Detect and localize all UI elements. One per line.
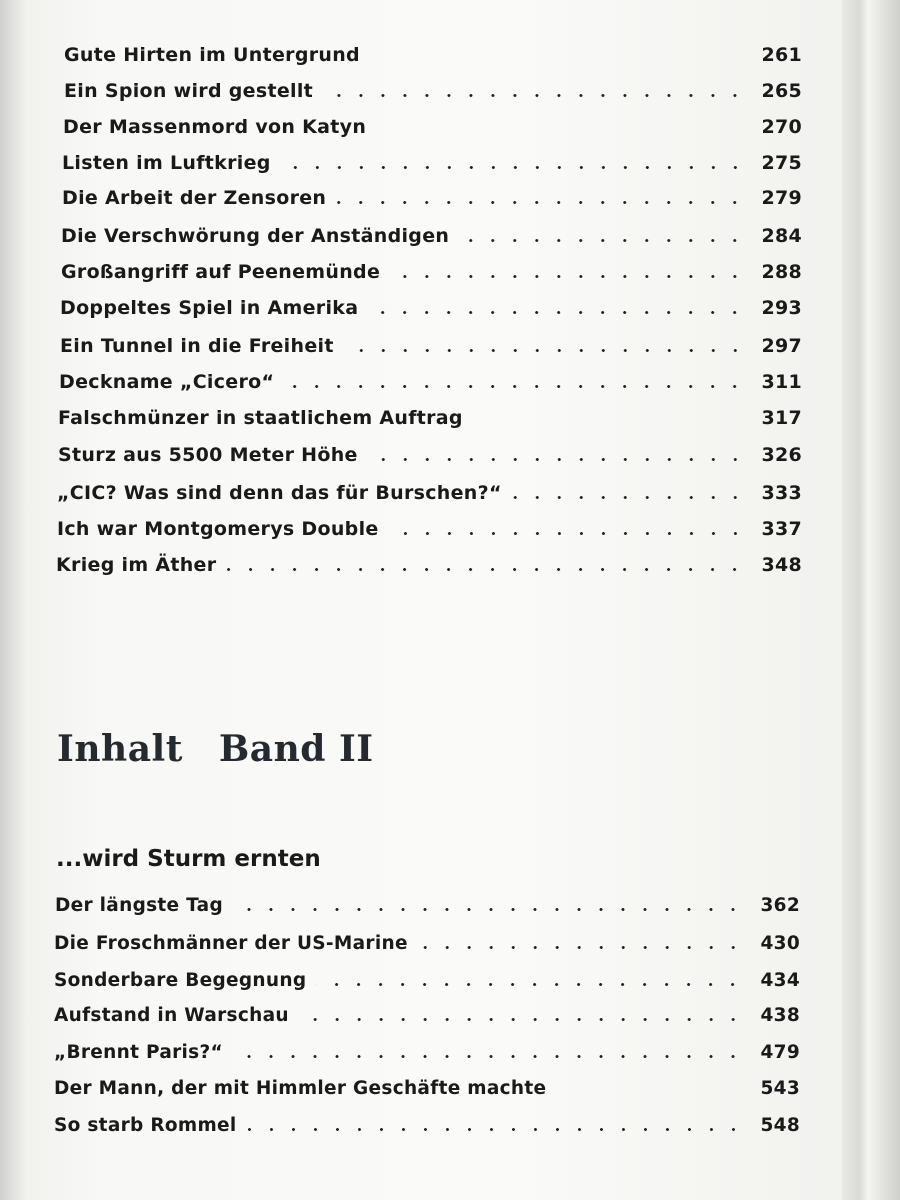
toc-entry-page: 337 bbox=[761, 518, 802, 540]
dot-leader bbox=[418, 946, 744, 949]
toc-entry-title: „Brennt Paris?“ bbox=[54, 1042, 223, 1063]
toc-entry bbox=[54, 1000, 800, 1026]
dot-leader bbox=[281, 166, 746, 169]
dot-leader bbox=[316, 983, 744, 986]
toc-entry-page: 275 bbox=[761, 152, 802, 174]
toc-entry-title: Ich war Montgomerys Double bbox=[57, 518, 379, 540]
dot-leader bbox=[459, 239, 746, 242]
toc-entry-page: 288 bbox=[761, 261, 802, 283]
toc-entry-title: So starb Rommel bbox=[54, 1115, 237, 1136]
toc-entry-page: 317 bbox=[761, 407, 802, 429]
dot-leader bbox=[368, 458, 746, 461]
toc-entry-page: 543 bbox=[760, 1078, 800, 1099]
dot-leader bbox=[389, 532, 746, 535]
toc-entry-page: 438 bbox=[760, 1005, 800, 1026]
toc-entry-title: Der Massenmord von Katyn bbox=[63, 116, 367, 138]
dot-leader bbox=[226, 568, 746, 571]
toc-entry-title: Die Arbeit der Zensoren bbox=[62, 187, 327, 209]
toc-entry bbox=[58, 403, 802, 429]
toc-entry bbox=[62, 148, 802, 174]
toc-entry-title: Großangriff auf Peenemünde bbox=[61, 261, 381, 283]
toc-entry-title: Die Verschwörung der Anständigen bbox=[61, 225, 450, 247]
toc-entry-page: 284 bbox=[761, 225, 802, 247]
dot-leader bbox=[556, 1091, 744, 1094]
dot-leader bbox=[247, 1128, 744, 1131]
toc-entry-page: 279 bbox=[761, 187, 802, 209]
toc-entry-page: 261 bbox=[761, 44, 802, 66]
band-heading-number: Band II bbox=[218, 728, 374, 770]
toc-entry bbox=[54, 928, 800, 954]
toc-entry-page: 326 bbox=[761, 444, 802, 466]
dot-leader bbox=[368, 311, 746, 314]
toc-entry bbox=[60, 293, 802, 319]
toc-entry-page: 362 bbox=[760, 895, 800, 916]
dot-leader bbox=[473, 421, 746, 424]
toc-entry-title: Aufstand in Warschau bbox=[54, 1005, 289, 1026]
toc-entry-page: 348 bbox=[761, 554, 802, 576]
toc-entry-title: Falschmünzer in staatlichem Auftrag bbox=[58, 407, 463, 429]
dot-leader bbox=[512, 496, 746, 499]
toc-entry bbox=[61, 221, 802, 247]
toc-entry-title: Doppeltes Spiel in Amerika bbox=[60, 297, 359, 319]
toc-entry-title: Ein Spion wird gestellt bbox=[64, 80, 314, 102]
band-heading bbox=[57, 728, 374, 770]
toc-entry-title: Sturz aus 5500 Meter Höhe bbox=[58, 444, 358, 466]
toc-entry-page: 434 bbox=[760, 970, 800, 991]
toc-entry-title: Listen im Luftkrieg bbox=[62, 152, 271, 174]
toc-entry-title: Krieg im Äther bbox=[56, 554, 217, 576]
toc-entry bbox=[57, 514, 802, 540]
dot-leader bbox=[376, 130, 746, 133]
toc-entry-page: 270 bbox=[761, 116, 802, 138]
dot-leader bbox=[370, 58, 746, 61]
toc-entry bbox=[63, 112, 802, 138]
dot-leader bbox=[390, 275, 746, 278]
book-gutter bbox=[842, 0, 900, 1200]
toc-entry-title: Der längste Tag bbox=[55, 895, 224, 916]
dot-leader bbox=[336, 201, 746, 204]
dot-leader bbox=[233, 1055, 744, 1058]
toc-entry bbox=[59, 367, 802, 393]
toc-entry bbox=[57, 478, 802, 504]
toc-entry-title: Die Froschmänner der US-Marine bbox=[54, 933, 408, 954]
toc-entry-page: 548 bbox=[760, 1115, 800, 1136]
toc-entry-title: Ein Tunnel in die Freiheit bbox=[60, 335, 334, 357]
toc-entry-page: 430 bbox=[760, 933, 800, 954]
toc-entry-title: Gute Hirten im Untergrund bbox=[64, 44, 360, 66]
dot-leader bbox=[284, 385, 746, 388]
toc-entry-page: 297 bbox=[761, 335, 802, 357]
toc-entry bbox=[61, 257, 802, 283]
toc-entry-title: Deckname „Cicero“ bbox=[59, 371, 275, 393]
section-heading: ...wird Sturm ernten bbox=[56, 846, 321, 872]
toc-entry-page: 293 bbox=[761, 297, 802, 319]
toc-entry-title: Der Mann, der mit Himmler Geschäfte machte bbox=[54, 1078, 547, 1099]
toc-entry-page: 265 bbox=[761, 80, 802, 102]
toc-entry-page: 479 bbox=[760, 1042, 800, 1063]
toc-entry-page: 333 bbox=[761, 482, 802, 504]
dot-leader bbox=[299, 1018, 744, 1021]
dot-leader bbox=[233, 908, 744, 911]
toc-entry-title: „CIC? Was sind denn das für Burschen?“ bbox=[57, 482, 502, 504]
band-heading-word: Inhalt bbox=[57, 728, 183, 770]
dot-leader bbox=[323, 94, 746, 97]
toc-entry bbox=[56, 550, 802, 576]
toc-entry-page: 311 bbox=[761, 371, 802, 393]
toc-entry bbox=[54, 1037, 800, 1063]
toc-entry bbox=[62, 183, 802, 209]
toc-entry bbox=[64, 76, 802, 102]
toc-entry bbox=[58, 440, 802, 466]
toc-entry bbox=[55, 890, 800, 916]
dot-leader bbox=[344, 349, 746, 352]
toc-entry bbox=[54, 965, 800, 991]
toc-entry bbox=[60, 331, 802, 357]
toc-entry-title: Sonderbare Begegnung bbox=[54, 970, 307, 991]
toc-entry bbox=[54, 1110, 800, 1136]
toc-entry bbox=[54, 1073, 800, 1099]
toc-entry bbox=[64, 40, 802, 66]
